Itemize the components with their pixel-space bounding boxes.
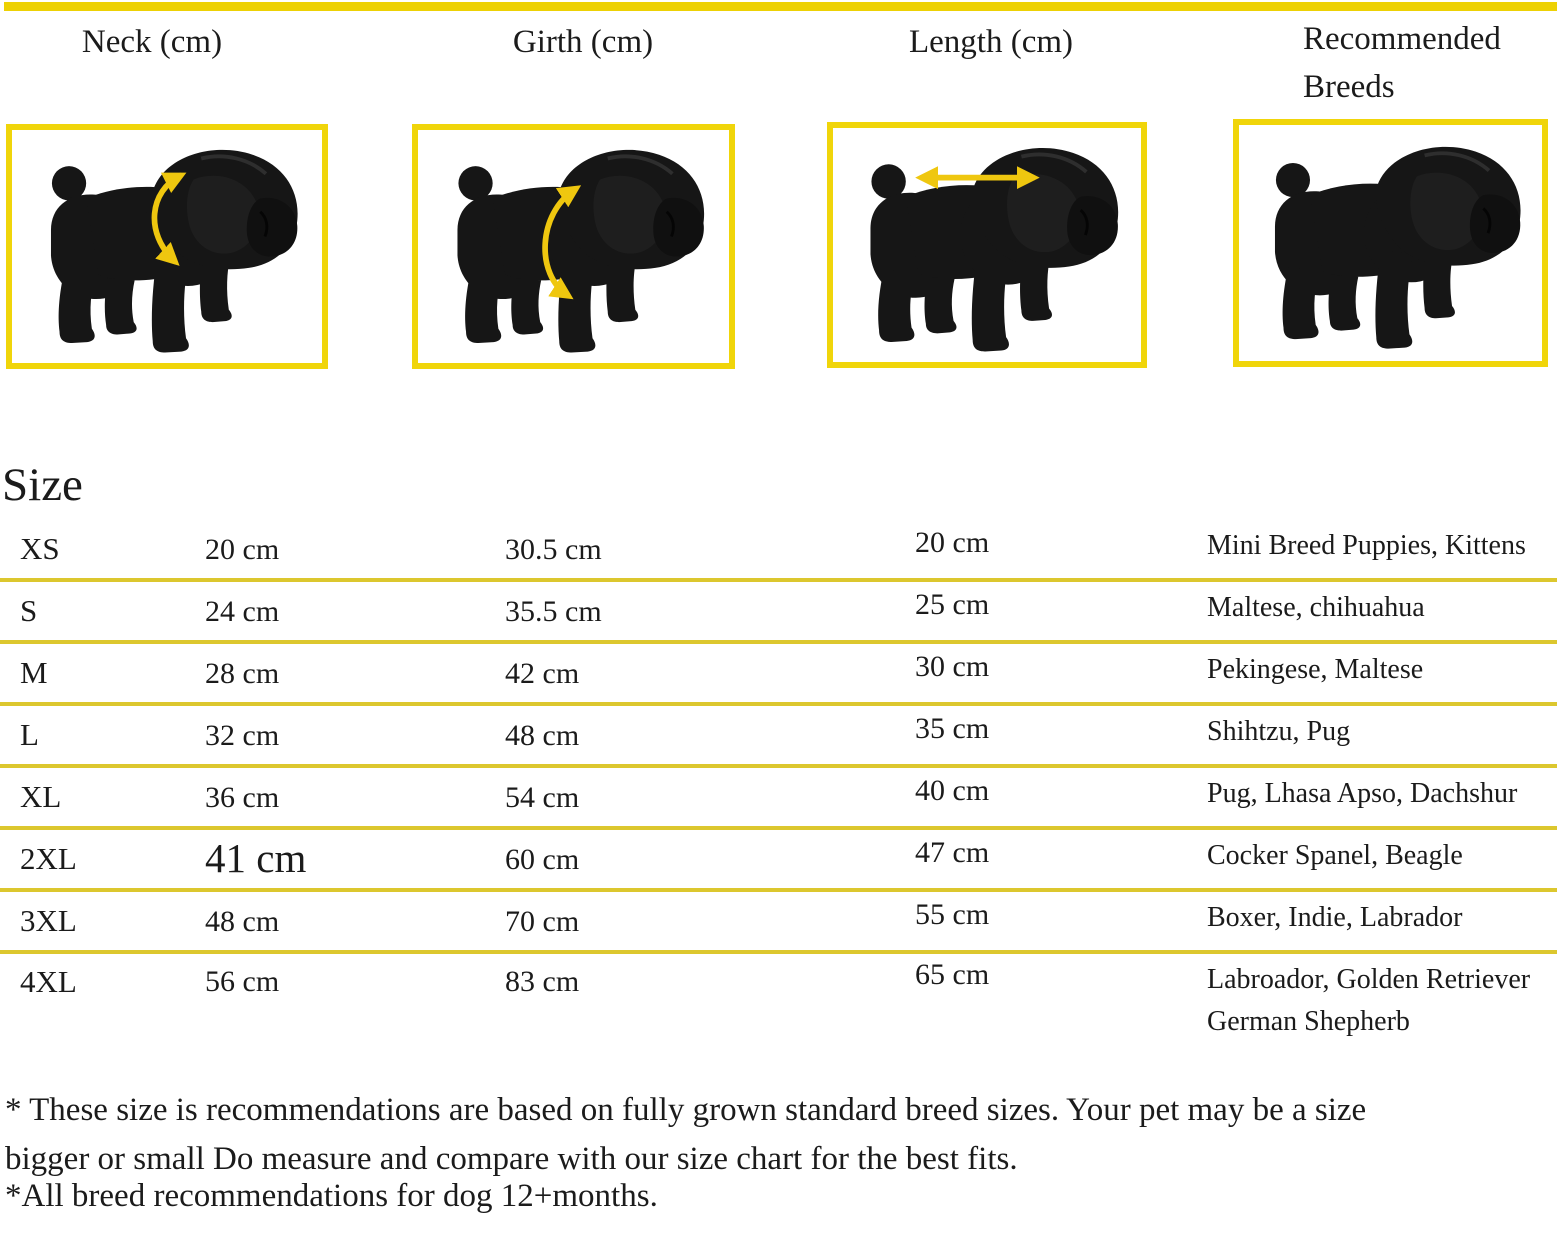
neck-value: 41 cm	[205, 835, 307, 882]
recommended-breeds-figure	[1233, 119, 1548, 367]
breeds-value: Mini Breed Puppies, Kittens	[1207, 530, 1526, 561]
table-row	[0, 706, 1557, 768]
girth-value: 30.5 cm	[505, 532, 602, 566]
table-row	[0, 830, 1557, 892]
breeds-value: Pekingese, Maltese	[1207, 654, 1424, 685]
breeds-value: Maltese, chihuahua	[1207, 592, 1425, 623]
breed-age-note: *All breed recommendations for dog 12+months.	[5, 1178, 658, 1214]
length-value: 55 cm	[915, 897, 990, 931]
dog-mannequin-image	[12, 130, 322, 363]
girth-value: 48 cm	[505, 718, 580, 752]
size-label: 3XL	[20, 902, 77, 938]
breeds-value: Cocker Spanel, Beagle	[1207, 840, 1463, 871]
table-row	[0, 582, 1557, 644]
breeds-value: Pug, Lhasa Apso, Dachshur	[1207, 778, 1518, 809]
dog-mannequin-image	[833, 128, 1141, 362]
table-row	[0, 954, 1557, 1050]
neck-value: 36 cm	[205, 780, 280, 814]
length-measurement-figure	[827, 122, 1147, 368]
girth-value: 60 cm	[505, 842, 580, 876]
size-disclaimer-line2: bigger or small Do measure and compare with our size chart for the best fits.	[5, 1141, 1018, 1177]
size-table	[0, 520, 1557, 1050]
size-label: 2XL	[20, 840, 77, 876]
table-row	[0, 520, 1557, 582]
column-header-neck: Neck (cm)	[81, 24, 223, 60]
table-row	[0, 644, 1557, 706]
column-header-breeds: Recommended Breeds	[1303, 21, 1501, 105]
girth-measurement-figure	[412, 124, 735, 369]
neck-value: 20 cm	[205, 532, 280, 566]
length-value: 35 cm	[915, 711, 990, 745]
size-label: XL	[20, 778, 62, 814]
table-row	[0, 892, 1557, 954]
size-label: 4XL	[20, 964, 77, 999]
size-disclaimer-note	[5, 1086, 1366, 1184]
size-label: S	[20, 592, 38, 628]
breeds-value: Shihtzu, Pug	[1207, 716, 1351, 747]
size-heading: Size	[2, 459, 83, 511]
length-value: 20 cm	[915, 525, 990, 559]
girth-value: 42 cm	[505, 656, 580, 690]
girth-value: 54 cm	[505, 780, 580, 814]
neck-value: 24 cm	[205, 594, 280, 628]
breeds-value: Labroador, Golden Retriever German Shepherb	[1207, 964, 1531, 1037]
neck-value: 48 cm	[205, 904, 280, 938]
girth-value: 83 cm	[505, 965, 580, 998]
neck-measurement-figure	[6, 124, 328, 369]
length-value: 30 cm	[915, 649, 990, 683]
top-accent-bar	[4, 2, 1557, 11]
length-value: 25 cm	[915, 587, 990, 621]
neck-value: 32 cm	[205, 718, 280, 752]
length-value: 47 cm	[915, 835, 990, 869]
dog-mannequin-image	[418, 130, 729, 363]
length-value: 65 cm	[915, 958, 990, 991]
size-label: L	[20, 716, 39, 752]
girth-value: 35.5 cm	[505, 594, 602, 628]
size-disclaimer-line1: * These size is recommendations are based on fully grown standard breed sizes. Your pet may be a size	[5, 1092, 1367, 1128]
dog-mannequin-image	[1239, 125, 1542, 361]
table-row	[0, 768, 1557, 830]
breeds-value: Boxer, Indie, Labrador	[1207, 902, 1463, 933]
column-header-girth: Girth (cm)	[512, 24, 654, 60]
neck-value: 56 cm	[205, 965, 280, 998]
girth-value: 70 cm	[505, 904, 580, 938]
column-header-length: Length (cm)	[908, 24, 1074, 60]
size-label: XS	[20, 530, 60, 566]
neck-value: 28 cm	[205, 656, 280, 690]
size-label: M	[20, 654, 48, 690]
length-value: 40 cm	[915, 773, 990, 807]
